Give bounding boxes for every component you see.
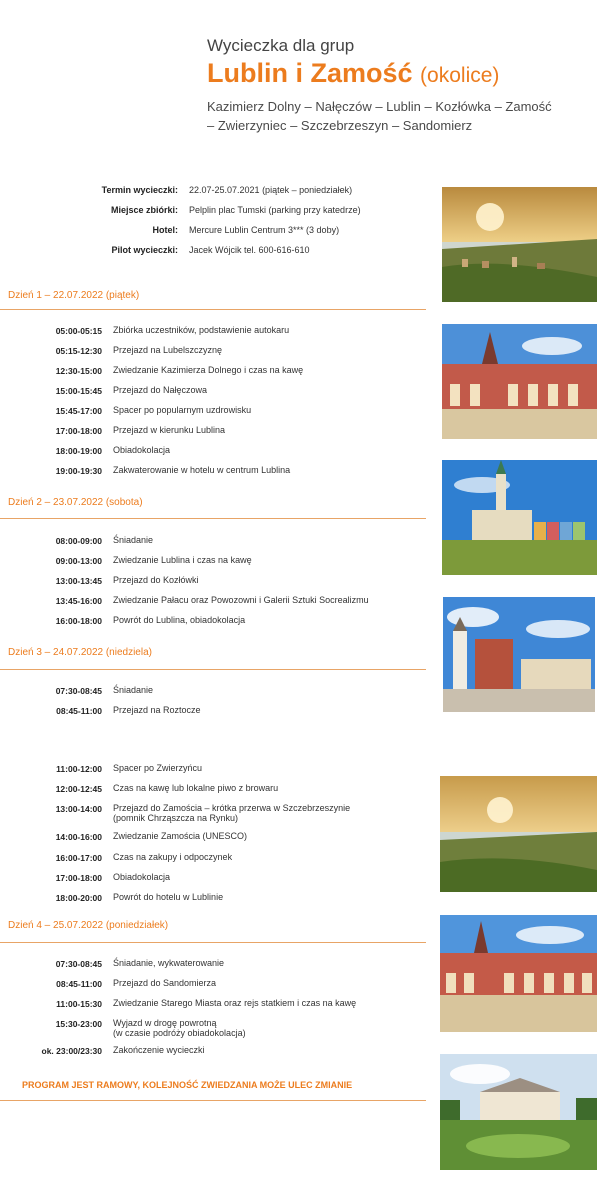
schedule-time: 15:00-15:45 (55, 386, 102, 396)
schedule-time: 15:45-17:00 (55, 406, 102, 416)
day-4-divider (0, 942, 426, 943)
schedule-text: Spacer po Zwierzyńcu (113, 763, 203, 773)
schedule-text: Zwiedzanie Kazimierza Dolnego i czas na kawę (113, 365, 304, 375)
schedule-time: 17:00-18:00 (55, 873, 102, 883)
info-value-term: 22.07-25.07.2021 (piątek – poniedziałek) (189, 185, 353, 195)
schedule-text: Przejazd do Sandomierza (113, 978, 217, 988)
photo-sandomierz-gate (443, 597, 595, 712)
schedule-time: 08:45-11:00 (56, 706, 102, 716)
schedule-time: 05:15-12:30 (55, 346, 102, 356)
schedule-text: Zwiedzanie Lublina i czas na kawę (113, 555, 252, 565)
photo-kazimierz-panorama (442, 187, 597, 302)
title-suffix: (okolice) (420, 64, 500, 87)
schedule-time: 05:00-05:15 (55, 326, 102, 336)
schedule-text: Śniadanie (113, 685, 154, 695)
schedule-time: 13:00-14:00 (55, 804, 102, 814)
schedule-text: Zbiórka uczestników, podstawienie autokaru (113, 325, 290, 335)
schedule-time: 13:00-13:45 (55, 576, 102, 586)
info-label-meeting: Miejsce zbiórki: (110, 205, 178, 215)
schedule-text: Powrót do Lublina, obiadokolacja (113, 615, 246, 625)
schedule-text: Przejazd do Zamościa – krótka przerwa w Szczebrzeszynie (113, 803, 351, 813)
schedule-time: 09:00-13:00 (55, 556, 102, 566)
info-label-guide: Pilot wycieczki: (111, 245, 178, 255)
day-2-divider (0, 518, 426, 519)
page-title (207, 58, 499, 89)
schedule-time: 14:00-16:00 (55, 832, 102, 842)
schedule-text: Śniadanie (113, 535, 154, 545)
schedule-text-note: (pomnik Chrząszcza na Rynku) (113, 813, 239, 823)
footer-note: PROGRAM JEST RAMOWY, KOLEJNOŚĆ ZWIEDZANIA MOŻE ULEC ZMIANIE (22, 1080, 353, 1090)
schedule-text: Zakwaterowanie w hotelu w centrum Lublina (113, 465, 291, 475)
schedule-time: 08:45-11:00 (56, 979, 102, 989)
info-label-term: Termin wycieczki: (101, 185, 178, 195)
info-value-hotel: Mercure Lublin Centrum 3*** (3 doby) (189, 225, 340, 235)
schedule-time: ok. 23:00/23:30 (41, 1046, 102, 1056)
schedule-time: 12:00-12:45 (55, 784, 102, 794)
schedule-text: Czas na zakupy i odpoczynek (113, 852, 233, 862)
schedule-time: 11:00-12:00 (56, 764, 102, 774)
info-value-guide: Jacek Wójcik tel. 600-616-610 (189, 245, 310, 255)
schedule-time: 12:30-15:00 (55, 366, 102, 376)
schedule-text: Zwiedzanie Zamościa (UNESCO) (113, 831, 248, 841)
day-2-title: Dzień 2 – 23.07.2022 (sobota) (8, 497, 143, 508)
photo-zamosc-town-hall (442, 324, 597, 439)
schedule-text: Zwiedzanie Pałacu oraz Powozowni i Galerii Sztuki Socrealizmu (113, 595, 369, 605)
schedule-text: Przejazd do Kozłówki (113, 575, 199, 585)
day-3-divider (0, 669, 426, 670)
schedule-time: 07:30-08:45 (55, 959, 102, 969)
schedule-time: 17:00-18:00 (55, 426, 102, 436)
header-subtitle: Wycieczka dla grup (207, 36, 355, 55)
route-line-2: – Zwierzyniec – Szczebrzeszyn – Sandomierz (207, 118, 473, 133)
info-label-hotel: Hotel: (152, 225, 178, 235)
schedule-time: 18:00-20:00 (55, 893, 102, 903)
schedule-text: Powrót do hotelu w Lublinie (113, 892, 224, 902)
schedule-text: Przejazd na Lubelszczyznę (113, 345, 223, 355)
schedule-time: 18:00-19:00 (55, 446, 102, 456)
title-main: Lublin i Zamość (207, 58, 413, 88)
photo-zamosc-arcades (440, 915, 597, 1032)
photo-zamosc-market-square (442, 460, 597, 575)
day-3-title: Dzień 3 – 24.07.2022 (niedziela) (8, 647, 152, 658)
schedule-text: Przejazd w kierunku Lublina (113, 425, 226, 435)
photo-river-valley (440, 776, 597, 892)
schedule-time: 13:45-16:00 (55, 596, 102, 606)
schedule-time: 07:30-08:45 (55, 686, 102, 696)
schedule-text: Zwiedzanie Starego Miasta oraz rejs statkiem i czas na kawę (113, 998, 357, 1008)
schedule-time: 11:00-15:30 (56, 999, 102, 1009)
info-value-meeting: Pelplin plac Tumski (parking przy katedrze) (189, 205, 361, 215)
photo-kozlowka-palace (440, 1054, 597, 1170)
schedule-time: 08:00-09:00 (55, 536, 102, 546)
route-line-1: Kazimierz Dolny – Nałęczów – Lublin – Kozłówka – Zamość (207, 99, 552, 114)
schedule-time: 16:00-18:00 (55, 616, 102, 626)
schedule-text: Śniadanie, wykwaterowanie (113, 958, 225, 968)
schedule-text: Przejazd na Roztocze (113, 705, 201, 715)
schedule-text: Wyjazd w drogę powrotną (113, 1018, 217, 1028)
schedule-text: Obiadokolacja (113, 872, 171, 882)
day-4-title: Dzień 4 – 25.07.2022 (poniedziałek) (8, 920, 169, 931)
schedule-text: Zakończenie wycieczki (113, 1045, 205, 1055)
schedule-text: Obiadokolacja (113, 445, 171, 455)
day-1-title: Dzień 1 – 22.07.2022 (piątek) (8, 290, 140, 301)
schedule-text-note: (w czasie podróży obiadokolacja) (113, 1028, 246, 1038)
schedule-text: Czas na kawę lub lokalne piwo z browaru (113, 783, 279, 793)
footer-divider (0, 1100, 426, 1101)
schedule-time: 16:00-17:00 (55, 853, 102, 863)
schedule-text: Spacer po popularnym uzdrowisku (113, 405, 252, 415)
schedule-time: 15:30-23:00 (55, 1019, 102, 1029)
schedule-text: Przejazd do Nałęczowa (113, 385, 208, 395)
day-1-divider (0, 309, 426, 310)
schedule-time: 19:00-19:30 (55, 466, 102, 476)
